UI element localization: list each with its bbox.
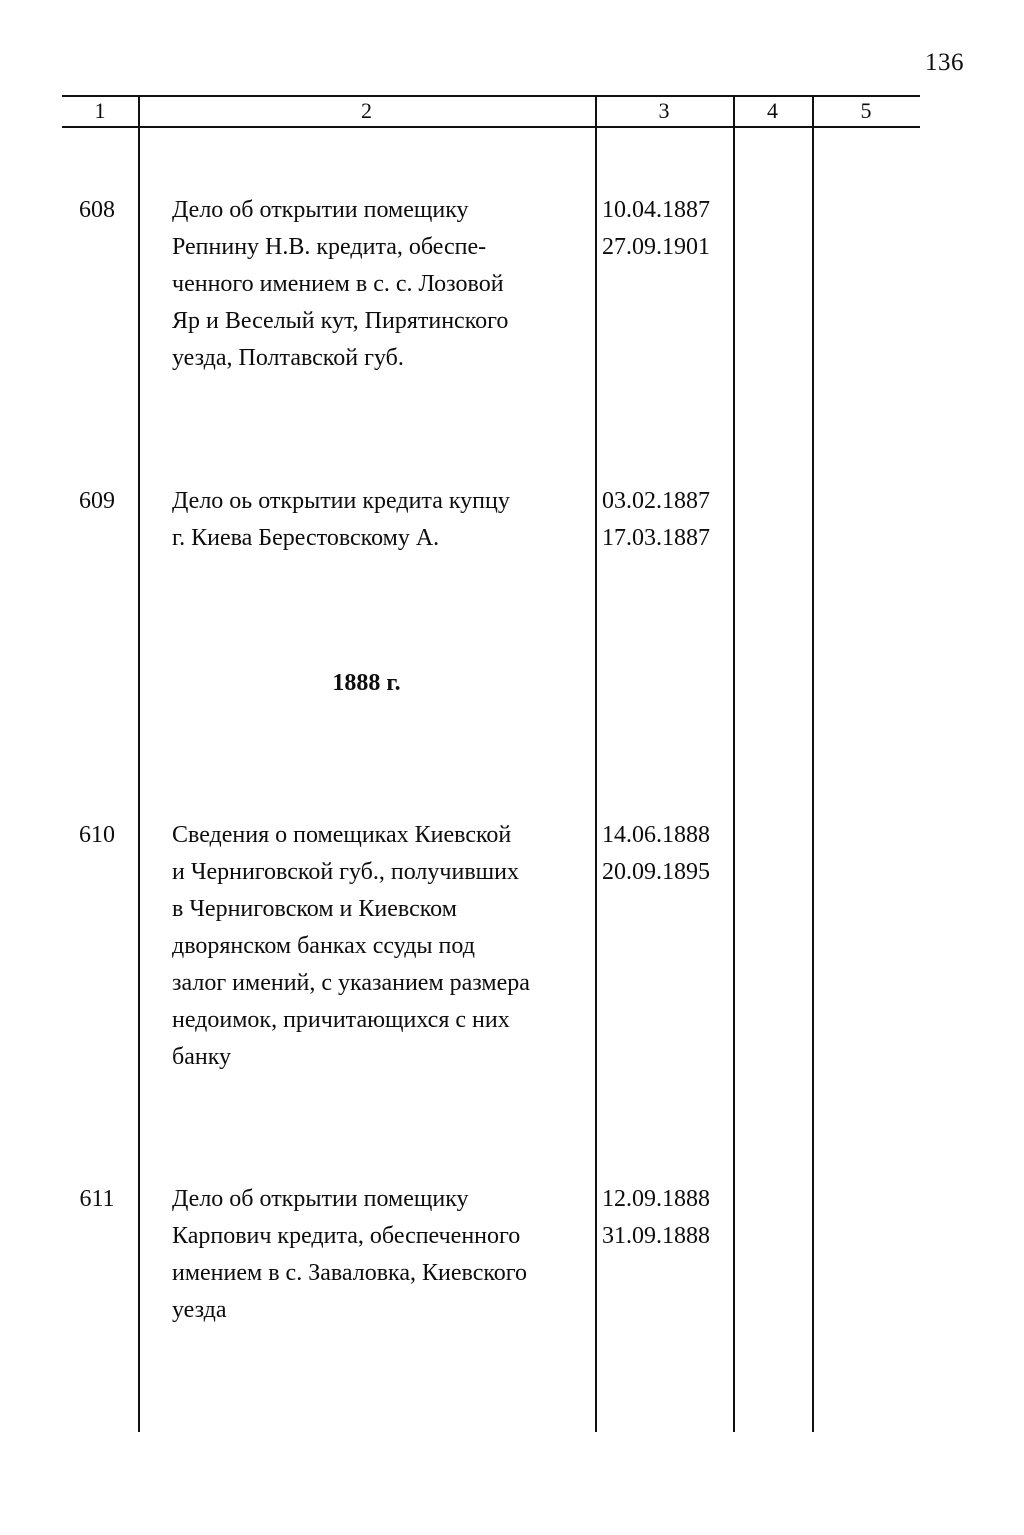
column-header-3: 3 — [658, 98, 670, 123]
row-date: 17.03.1887 — [602, 525, 710, 551]
row-description-line: имением в с. Заваловка, Киевского — [172, 1260, 528, 1286]
row-dates — [602, 817, 730, 891]
column-header-4: 4 — [767, 98, 778, 123]
row-description — [172, 483, 572, 557]
row-description-line: Репнину Н.В. кредита, обеспе- — [172, 234, 487, 260]
column-header-1: 1 — [94, 98, 106, 123]
row-description-line: в Черниговском и Киевском — [172, 896, 457, 922]
column-rule-4 — [812, 95, 814, 1432]
row-description-line: Дело об открытии помещику — [172, 1186, 469, 1212]
row-date: 20.09.1895 — [602, 859, 710, 885]
row-dates — [602, 1181, 730, 1255]
column-rule-1 — [138, 95, 140, 1432]
row-description-line: уезда, Полтавской губ. — [172, 345, 404, 371]
row-description-line: ченного имением в с. с. Лозовой — [172, 271, 504, 297]
row-description-line: уезда — [172, 1297, 227, 1323]
row-description-line: Яр и Веселый кут, Пирятинского — [172, 308, 509, 334]
column-header-2: 2 — [361, 98, 372, 123]
table-header-bottom-rule — [62, 126, 920, 128]
row-number: 610 — [79, 822, 115, 848]
row-description-line: банку — [172, 1044, 232, 1070]
row-description-line: Карпович кредита, обеспеченного — [172, 1223, 521, 1249]
row-description-line: Дело оь открытии кредита купцу — [172, 488, 510, 514]
row-description-line: залог имений, с указанием размера — [172, 970, 530, 996]
row-number: 611 — [79, 1186, 115, 1212]
row-description-line: г. Киева Берестовскому А. — [172, 525, 440, 551]
row-date: 31.09.1888 — [602, 1223, 710, 1249]
row-date: 12.09.1888 — [602, 1186, 710, 1212]
row-description-line: недоимок, причитающихся с них — [172, 1007, 510, 1033]
row-description-line: Дело об открытии помещику — [172, 197, 469, 223]
row-description-line: и Черниговской губ., получивших — [172, 859, 519, 885]
row-dates — [602, 192, 730, 266]
row-description-line: дворянском банках ссуды под — [172, 933, 475, 959]
row-date: 14.06.1888 — [602, 822, 710, 848]
row-date: 10.04.1887 — [602, 197, 710, 223]
row-number: 609 — [79, 488, 115, 514]
row-date: 03.02.1887 — [602, 488, 710, 514]
row-number: 608 — [79, 197, 115, 223]
row-dates — [602, 483, 730, 557]
column-rule-2 — [595, 95, 597, 1432]
year-heading: 1888 г. — [332, 670, 401, 696]
row-description — [172, 1181, 572, 1329]
page-number: 136 — [925, 49, 964, 76]
row-description — [172, 192, 572, 377]
column-header-5: 5 — [860, 98, 872, 123]
row-description-line: Сведения о помещиках Киевской — [172, 822, 512, 848]
row-description — [172, 817, 572, 1076]
column-rule-3 — [733, 95, 735, 1432]
row-date: 27.09.1901 — [602, 234, 710, 260]
